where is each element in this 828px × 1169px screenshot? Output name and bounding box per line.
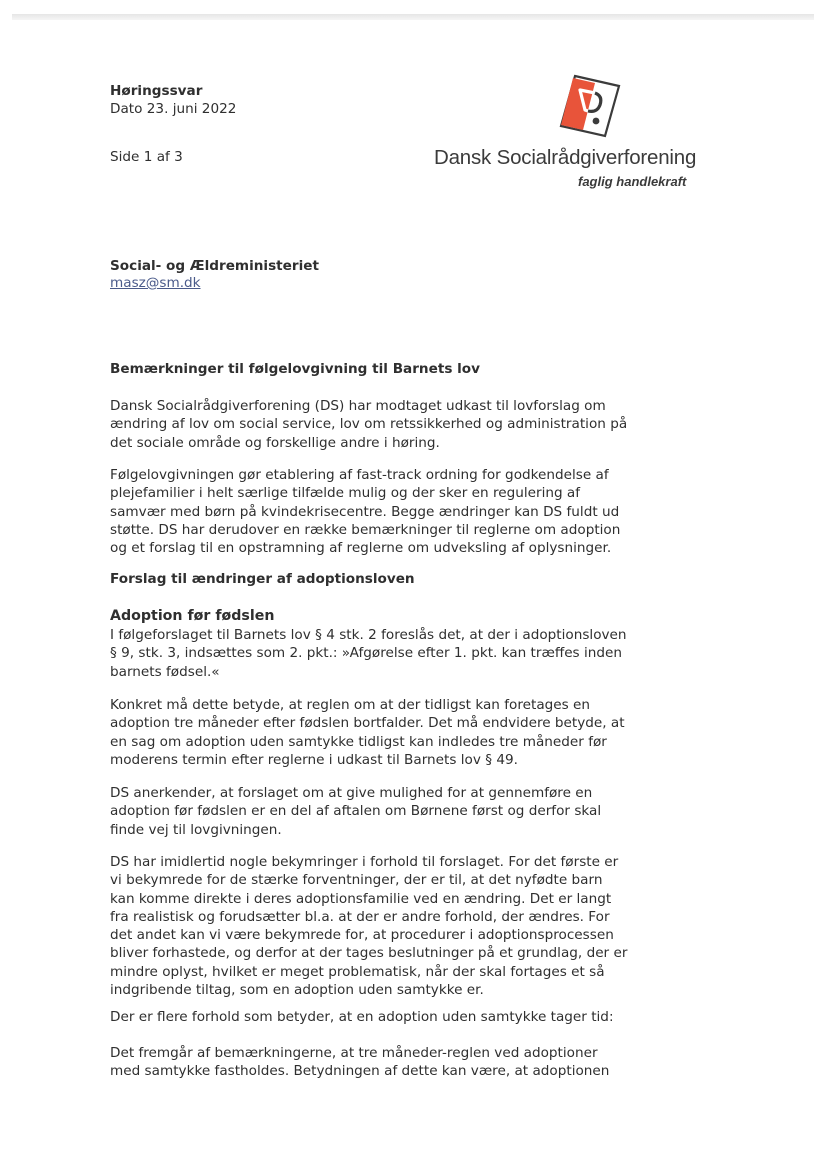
document-date: Dato 23. juni 2022 [110, 101, 237, 117]
factors-paragraph: Der er flere forhold som betyder, at en adoption uden samtykke tager tid: [110, 1009, 614, 1025]
section-heading: Forslag til ændringer af adoptionsloven [110, 571, 415, 587]
acknowledgement-paragraph: DS anerkender, at forslaget om at give mulighed for at gennemføre en adoption før fødslen er en del af aftalen om Børnene først og derfor skal finde vej til lovgivningen. [110, 785, 602, 838]
ds-logo-icon [555, 74, 621, 138]
recipient-email-link[interactable]: masz@sm.dk [110, 275, 201, 291]
concerns-paragraph: DS har imidlertid nogle bekymringer i forhold til forslaget. For det første er vi bekymrede for de stærke forventninger, der er til, at det nyfødte barn kan komme direkte i deres adoptionsfamilie ved en ændring. Det er langt fra realistisk og forudsætter bl.a. at der er andre forhold, der ændres. For det andet kan vi være bekymrede for, at procedurer i adoptionsprocessen bliver forhastede, og derfor at der tages beslutninger på et grundlag, der er mindre oplyst, hvilket er meget problematisk, når der skal fortages et så indgribende tiltag, som en adoption uden samtykke er. [110, 854, 628, 999]
organization-name: Dansk Socialrådgiverforening [434, 146, 697, 169]
intro-paragraph: Dansk Socialrådgiverforening (DS) har modtaget udkast til lovforslag om ændring af lov om social service, lov om retssikkerhed og administration på det sociale område og forskellige andre i høring. [110, 398, 628, 451]
organization-tagline: faglig handlekraft [578, 174, 687, 189]
subsection-lead-paragraph: I følgeforslaget til Barnets lov § 4 stk. 2 foreslås det, at der i adoptionsloven § 9, stk. 3, indsættes som 2. pkt.: »Afgørelse efter 1. pkt. kan træffes inden barnets fødsel.« [110, 627, 627, 680]
subsection-heading: Adoption før fødslen [110, 608, 275, 624]
page-number: Side 1 af 3 [110, 149, 183, 165]
recipient-name: Social- og Ældreministeriet [110, 258, 319, 274]
three-month-rule-paragraph: Det fremgår af bemærkningerne, at tre måneder-reglen ved adoptioner med samtykke fastholdes. Betydningen af dette kan være, at adoptionen [110, 1045, 610, 1080]
support-paragraph: Følgelovgivningen gør etablering af fast-track ordning for godkendelse af plejefamilier i helt særlige tilfælde mulig og der sker en regulering af samvær med børn på kvindekrisecentre. Begge ændringer kan DS fuldt ud støtte. DS har derudover en række bemærkninger til reglerne om adoption og et forslag til en opstramning af reglerne om udveksling af oplysninger. [110, 467, 621, 557]
scan-edge [12, 14, 814, 20]
document-title: Bemærkninger til følgelovgivning til Barnets lov [110, 361, 481, 377]
document-type: Høringssvar [110, 83, 203, 99]
consequence-paragraph: Konkret må dette betyde, at reglen om at der tidligst kan foretages en adoption tre måneder efter fødslen bortfalder. Det må endvidere betyde, at en sag om adoption uden samtykke tidligst kan indledes tre måneder før moderens termin efter reglerne i udkast til Barnets lov § 49. [110, 697, 625, 768]
